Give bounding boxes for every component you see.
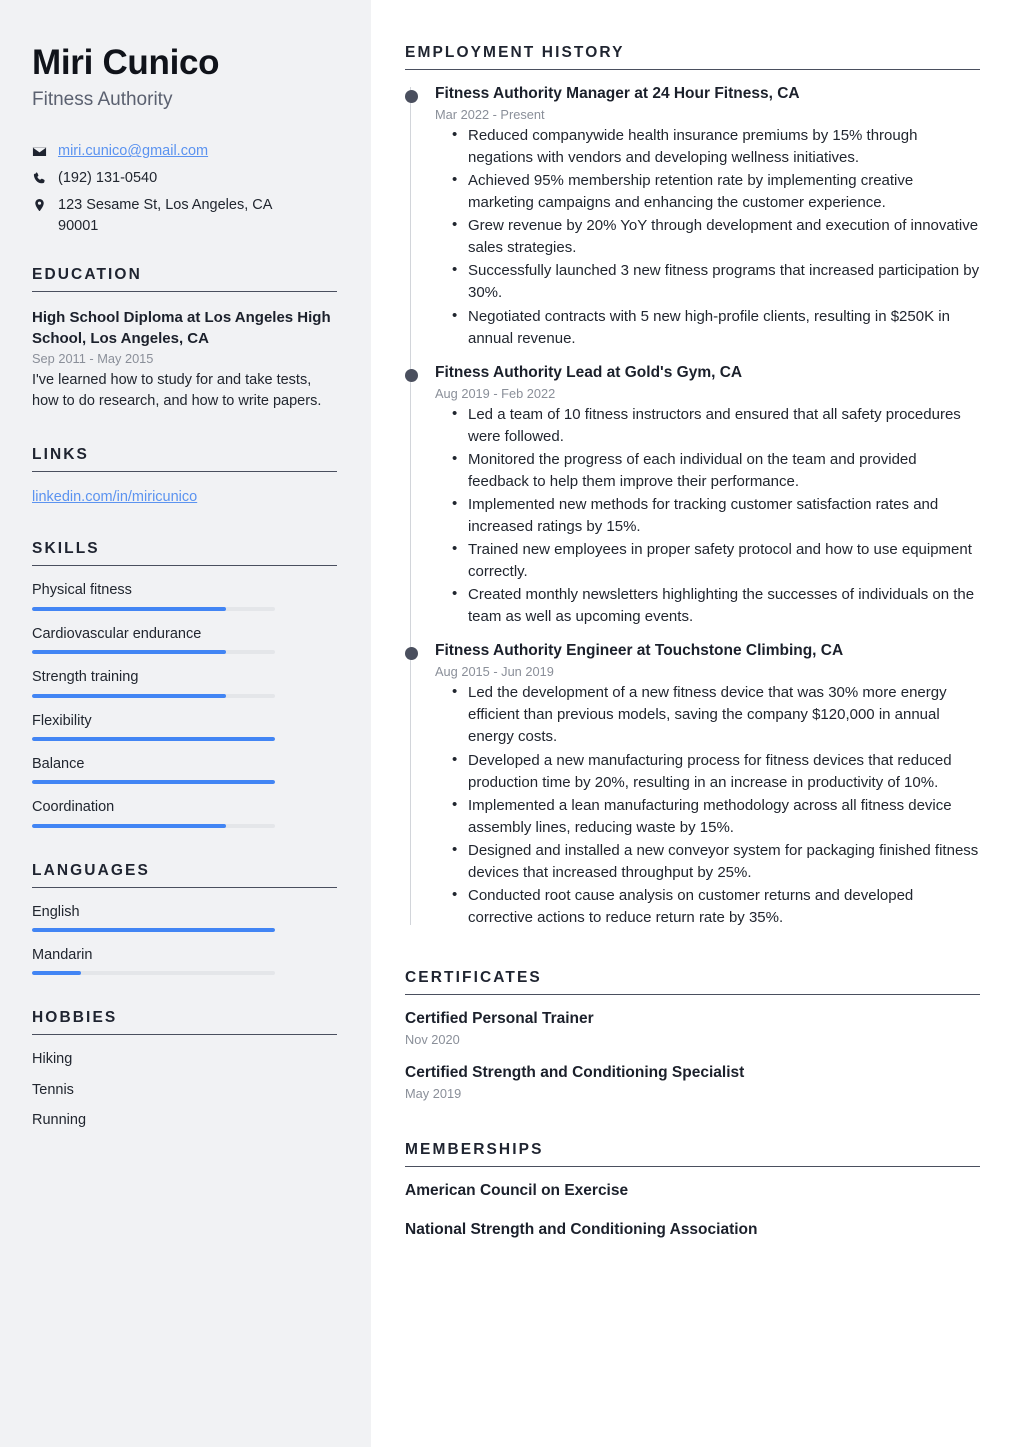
skill-item bbox=[32, 799, 337, 827]
timeline-dot-icon bbox=[405, 90, 418, 103]
language-item bbox=[32, 904, 337, 932]
skill-label: Coordination bbox=[32, 799, 115, 816]
skill-meter bbox=[32, 737, 275, 741]
skill-item bbox=[32, 669, 337, 697]
job-bullet: • Trained new employees in proper safety protocol and how to use equipment correctly. bbox=[468, 539, 980, 583]
skill-meter-fill bbox=[32, 607, 226, 611]
job-bullet: • Designed and installed a new conveyor system for packaging finished fitness devices that increased throughput by 25%. bbox=[468, 840, 980, 884]
skills-heading: SKILLS bbox=[32, 540, 337, 566]
job-bullet: • Negotiated contracts with 5 new high-profile clients, resulting in $250K in annual revenue. bbox=[468, 306, 980, 350]
hobby-item: Hiking bbox=[32, 1051, 73, 1068]
education-entry bbox=[32, 308, 337, 412]
contact-list bbox=[32, 141, 337, 236]
links-heading: LINKS bbox=[32, 446, 337, 472]
skill-meter-fill bbox=[32, 694, 226, 698]
certificates-heading: CERTIFICATES bbox=[405, 969, 980, 995]
skill-meter-fill bbox=[32, 650, 226, 654]
job-bullet: • Grew revenue by 20% YoY through development and execution of innovative sales strategies. bbox=[468, 215, 980, 259]
job-title: Fitness Authority Lead at Gold's Gym, CA bbox=[435, 363, 743, 381]
main-content bbox=[371, 0, 1024, 1447]
hobbies-list bbox=[32, 1051, 337, 1129]
map-pin-icon bbox=[32, 195, 58, 213]
employment-timeline bbox=[405, 84, 980, 929]
job-bullet: • Led the development of a new fitness device that was 30% more energy efficient than previous models, saving the company $120,000 in annual energy costs. bbox=[468, 682, 980, 748]
certificate-date: May 2019 bbox=[405, 1086, 462, 1102]
candidate-name: Miri Cunico bbox=[32, 43, 220, 82]
job-bullet: • Monitored the progress of each individual on the team and provided feedback to help them improve their performance. bbox=[468, 449, 980, 493]
envelope-icon bbox=[32, 141, 58, 159]
skill-meter bbox=[32, 824, 275, 828]
skill-item bbox=[32, 582, 337, 610]
job-title: Fitness Authority Engineer at Touchstone Climbing, CA bbox=[435, 642, 844, 660]
membership-item: American Council on Exercise bbox=[405, 1182, 629, 1200]
hobby-item: Running bbox=[32, 1112, 87, 1129]
job-entry bbox=[435, 84, 980, 350]
certificate-entry bbox=[405, 1063, 980, 1101]
contact-address-row bbox=[32, 195, 337, 236]
skill-label: Flexibility bbox=[32, 712, 92, 729]
education-list bbox=[32, 308, 337, 412]
language-meter bbox=[32, 971, 275, 975]
languages-list bbox=[32, 904, 337, 976]
skill-meter bbox=[32, 650, 275, 654]
phone-text: (192) 131-0540 bbox=[58, 170, 158, 187]
job-bullet: • Implemented new methods for tracking customer satisfaction rates and increased ratings by 15%. bbox=[468, 494, 980, 538]
job-bullets bbox=[435, 404, 980, 628]
language-meter-fill bbox=[32, 928, 275, 932]
skills-list bbox=[32, 582, 337, 827]
job-date: Mar 2022 - Present bbox=[435, 107, 545, 123]
hobby-item: Tennis bbox=[32, 1081, 74, 1098]
skill-item bbox=[32, 713, 337, 741]
job-bullet: • Conducted root cause analysis on customer returns and developed corrective actions to reduce return rate by 35%. bbox=[468, 885, 980, 929]
job-bullets bbox=[435, 682, 980, 929]
certificate-title: Certified Personal Trainer bbox=[405, 1009, 594, 1027]
skill-label: Cardiovascular endurance bbox=[32, 625, 202, 642]
job-bullet: • Led a team of 10 fitness instructors and ensured that all safety procedures were followed. bbox=[468, 404, 980, 448]
language-meter bbox=[32, 928, 275, 932]
contact-phone-row[interactable] bbox=[32, 168, 337, 189]
education-heading: EDUCATION bbox=[32, 266, 337, 292]
linkedin-link[interactable]: linkedin.com/in/miricunico bbox=[32, 489, 198, 506]
sidebar bbox=[0, 0, 371, 1447]
job-bullet: • Achieved 95% membership retention rate by implementing creative marketing campaigns and enhancing the customer experience. bbox=[468, 170, 980, 214]
language-item bbox=[32, 947, 337, 975]
job-date: Aug 2019 - Feb 2022 bbox=[435, 385, 556, 401]
job-bullets bbox=[435, 125, 980, 349]
contact-email-row[interactable] bbox=[32, 141, 337, 162]
job-bullet: • Reduced companywide health insurance premiums by 15% through negations with vendors and developing wellness initiatives. bbox=[468, 125, 980, 169]
languages-heading: LANGUAGES bbox=[32, 862, 337, 888]
skill-label: Physical fitness bbox=[32, 582, 132, 599]
job-bullet: • Created monthly newsletters highlighting the successes of individuals on the team as well as upcoming events. bbox=[468, 584, 980, 628]
skill-meter bbox=[32, 607, 275, 611]
phone-icon bbox=[32, 168, 58, 186]
memberships-heading: MEMBERSHIPS bbox=[405, 1141, 980, 1167]
skill-meter bbox=[32, 694, 275, 698]
language-meter-fill bbox=[32, 971, 81, 975]
skill-item bbox=[32, 626, 337, 654]
job-bullet: • Developed a new manufacturing process for fitness devices that reduced production time by 20%, resulting in an increase in productivity of 10%. bbox=[468, 750, 980, 794]
language-label: Mandarin bbox=[32, 947, 93, 964]
certificates-list bbox=[405, 1009, 980, 1101]
skill-item bbox=[32, 756, 337, 784]
skill-label: Strength training bbox=[32, 669, 139, 686]
language-label: English bbox=[32, 903, 80, 920]
certificate-entry bbox=[405, 1009, 980, 1047]
skill-meter bbox=[32, 780, 275, 784]
education-title: High School Diploma at Los Angeles High School, Los Angeles, CA bbox=[32, 309, 331, 347]
hobbies-heading: HOBBIES bbox=[32, 1009, 337, 1035]
job-entry bbox=[435, 363, 980, 629]
job-entry bbox=[435, 641, 980, 929]
certificate-title: Certified Strength and Conditioning Specialist bbox=[405, 1064, 745, 1082]
timeline-dot-icon bbox=[405, 647, 418, 660]
employment-heading: EMPLOYMENT HISTORY bbox=[405, 44, 980, 70]
education-date: Sep 2011 - May 2015 bbox=[32, 351, 154, 367]
candidate-role: Fitness Authority bbox=[32, 88, 173, 110]
certificate-date: Nov 2020 bbox=[405, 1032, 460, 1048]
education-description: I've learned how to study for and take tests, how to do research, and how to write papers. bbox=[32, 372, 322, 410]
job-bullet: • Successfully launched 3 new fitness programs that increased participation by 30%. bbox=[468, 260, 980, 304]
membership-item: National Strength and Conditioning Association bbox=[405, 1221, 758, 1239]
job-title: Fitness Authority Manager at 24 Hour Fitness, CA bbox=[435, 85, 800, 102]
email-link[interactable]: miri.cunico@gmail.com bbox=[58, 143, 209, 160]
address-text: 123 Sesame St, Los Angeles, CA 90001 bbox=[58, 196, 272, 234]
memberships-list bbox=[405, 1181, 980, 1240]
links-list bbox=[32, 488, 337, 506]
skill-meter-fill bbox=[32, 780, 275, 784]
skill-meter-fill bbox=[32, 824, 226, 828]
job-date: Aug 2015 - Jun 2019 bbox=[435, 664, 554, 680]
job-bullet: • Implemented a lean manufacturing methodology across all fitness device assembly lines, reducing waste by 15%. bbox=[468, 795, 980, 839]
timeline-dot-icon bbox=[405, 369, 418, 382]
skill-label: Balance bbox=[32, 755, 85, 772]
skill-meter-fill bbox=[32, 737, 275, 741]
